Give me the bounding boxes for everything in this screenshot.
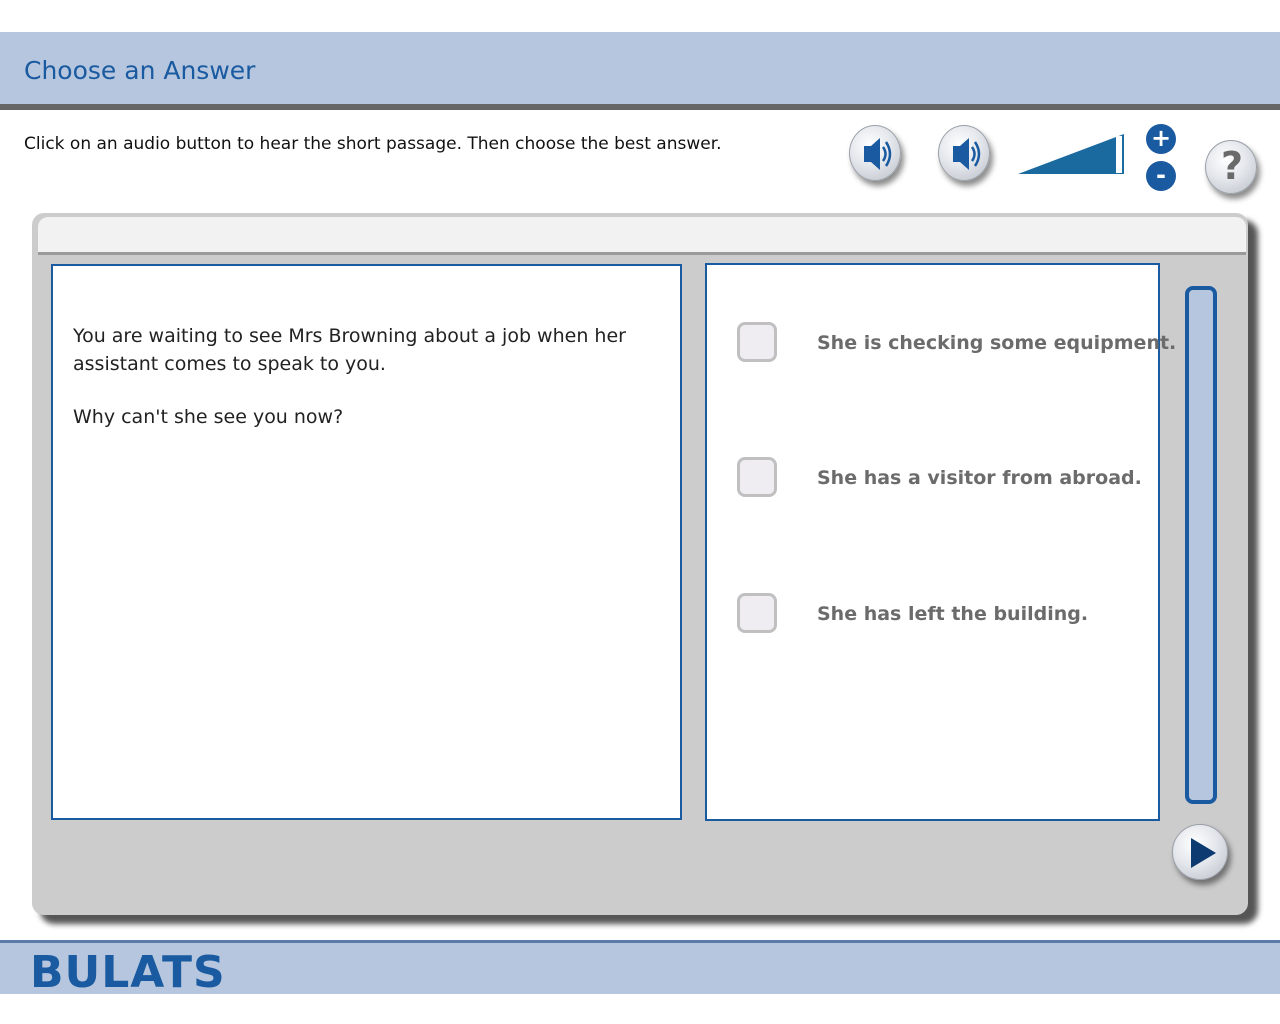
vertical-scrollbar[interactable]: [1185, 286, 1217, 804]
answer-option-1[interactable]: [707, 322, 1177, 366]
question-text: Why can't she see you now?: [73, 406, 344, 428]
volume-up-button[interactable]: [1146, 124, 1176, 154]
minus-icon: -: [1156, 161, 1166, 189]
page-title: Choose an Answer: [24, 56, 256, 85]
footer-bar: [0, 940, 1280, 998]
answer-checkbox[interactable]: [737, 457, 777, 497]
prompt-box: [51, 264, 682, 820]
volume-level-indicator: [1016, 132, 1126, 176]
answer-label: She has left the building.: [817, 603, 1089, 625]
audio-button-1[interactable]: [849, 125, 901, 181]
answers-box: [705, 263, 1177, 821]
answer-option-3[interactable]: [707, 593, 1157, 637]
question-mark-icon: ?: [1220, 144, 1244, 188]
answer-label: She has a visitor from abroad.: [817, 467, 1142, 489]
answer-option-2[interactable]: [707, 457, 1157, 501]
speaker-icon: [850, 126, 902, 182]
title-bar: [0, 32, 1280, 110]
plus-icon: +: [1150, 124, 1172, 152]
speaker-icon: [939, 126, 991, 182]
instructions-text: Click on an audio button to hear the short passage. Then choose the best answer.: [24, 134, 722, 154]
answer-checkbox[interactable]: [737, 593, 777, 633]
answer-label: She is checking some equipment.: [817, 332, 1177, 354]
brand-logo: BULATS: [30, 947, 226, 998]
help-button[interactable]: [1205, 140, 1257, 194]
play-arrow-icon: [1173, 825, 1229, 881]
volume-down-button[interactable]: [1146, 161, 1176, 191]
audio-button-2[interactable]: [938, 125, 990, 181]
answer-checkbox[interactable]: [737, 322, 777, 362]
prompt-text: You are waiting to see Mrs Browning about a job when her assistant comes to speak to you.: [73, 325, 626, 375]
next-button[interactable]: [1172, 824, 1228, 880]
panel-header-bar: [38, 217, 1246, 255]
